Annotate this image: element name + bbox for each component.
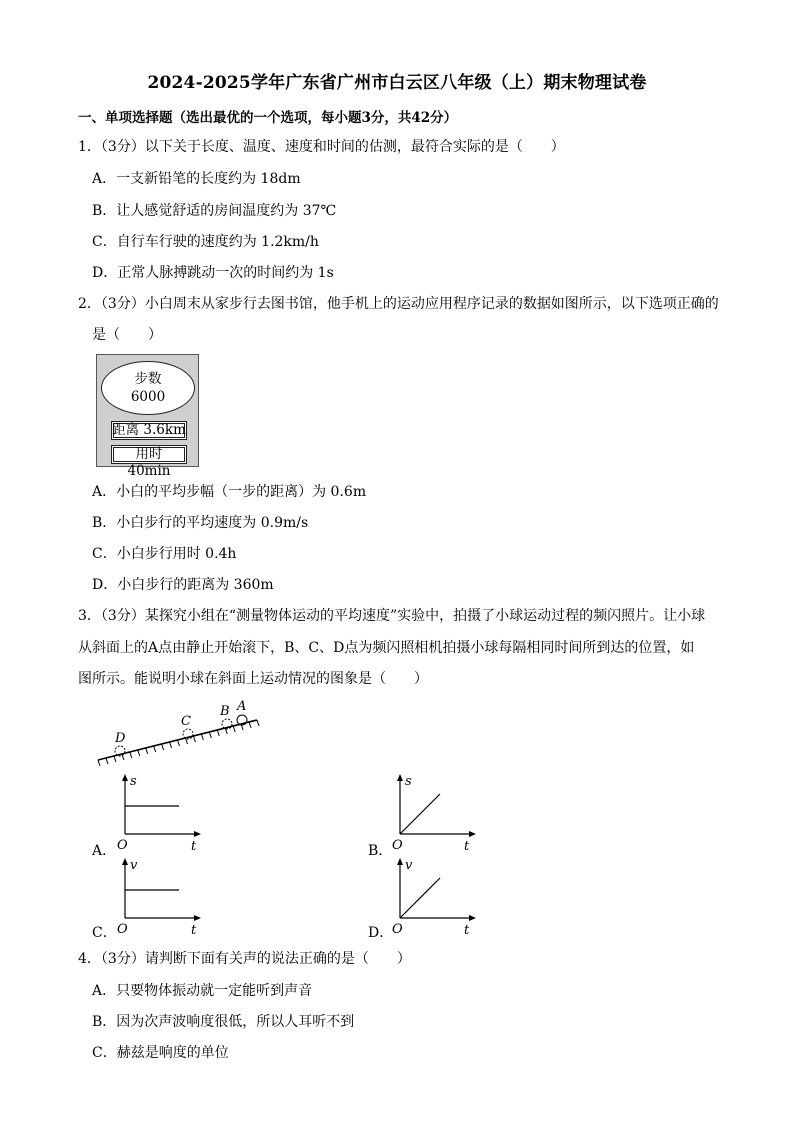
distance-box bbox=[111, 421, 187, 440]
incline-diagram bbox=[92, 696, 262, 768]
question-3-stem-line3: 图所示。能说明小球在斜面上运动情况的图象是（ ） bbox=[78, 671, 428, 687]
graph-a-yaxis-label: s bbox=[130, 774, 137, 789]
steps-value: 6000 bbox=[130, 389, 166, 405]
graph-b bbox=[390, 772, 480, 852]
graph-c-xaxis-label: t bbox=[191, 923, 197, 936]
incline-hatch bbox=[209, 732, 211, 738]
graph-d-letter: D． bbox=[368, 925, 394, 941]
question-1-option-a: A．一支新铅笔的长度约为 18dm bbox=[92, 171, 301, 187]
label-b: B bbox=[220, 704, 230, 719]
incline-hatch bbox=[130, 752, 132, 758]
question-2-stem-line2: 是（ ） bbox=[92, 327, 162, 343]
label-c: C bbox=[181, 714, 191, 729]
incline-hatch bbox=[138, 750, 140, 756]
graph-b-origin-label: O bbox=[392, 838, 403, 852]
incline-hatch bbox=[98, 760, 100, 766]
graph-c-yaxis-label: v bbox=[130, 858, 138, 873]
question-4-option-c: C．赫兹是响度的单位 bbox=[92, 1045, 229, 1061]
incline-hatch bbox=[170, 742, 172, 748]
question-3-stem-line1: 3．（3分）某探究小组在“测量物体运动的平均速度”实验中，拍摄了小球运动过程的频闪照片。让小球 bbox=[78, 608, 706, 624]
question-1-option-d: D．正常人脉搏跳动一次的时间约为 1s bbox=[92, 265, 334, 281]
graph-d bbox=[390, 856, 480, 936]
question-4-option-b: B．因为次声波响度很低，所以人耳听不到 bbox=[92, 1014, 355, 1030]
steps-oval bbox=[101, 361, 195, 415]
question-4-stem: 4．（3分）请判断下面有关声的说法正确的是（ ） bbox=[78, 951, 411, 967]
question-4-option-a: A．只要物体振动就一定能听到声音 bbox=[92, 983, 313, 999]
graph-a-origin-label: O bbox=[117, 838, 128, 852]
graph-b-xaxis-label: t bbox=[464, 839, 470, 852]
question-1-stem: 1．（3分）以下关于长度、温度、速度和时间的估测，最符合实际的是（ ） bbox=[78, 139, 565, 155]
steps-label: 步数 bbox=[134, 371, 162, 387]
time-box bbox=[111, 445, 187, 479]
fitness-app-screenshot bbox=[96, 354, 199, 479]
incline-hatch bbox=[178, 740, 180, 746]
incline-hatch bbox=[217, 730, 219, 736]
incline-hatch bbox=[106, 758, 108, 764]
incline-hatch bbox=[114, 756, 116, 762]
graph-b-letter: B． bbox=[368, 843, 393, 859]
graph-c-letter: C． bbox=[92, 925, 117, 941]
incline-hatch bbox=[162, 744, 164, 750]
incline-hatch bbox=[193, 736, 195, 742]
incline-hatch bbox=[257, 720, 259, 726]
graph-a-xaxis-label: t bbox=[191, 839, 197, 852]
question-2-option-d: D．小白步行的距离为 360m bbox=[92, 577, 274, 593]
incline-hatch bbox=[154, 746, 156, 752]
question-2-stem-line1: 2．（3分）小白周末从家步行去图书馆，他手机上的运动应用程序记录的数据如图所示，以下选项正确的 bbox=[78, 296, 719, 312]
graph-d-yaxis-label: v bbox=[405, 858, 413, 873]
time-text: 用时 40min bbox=[127, 446, 171, 479]
incline-hatch bbox=[201, 734, 203, 740]
incline-hatch bbox=[249, 722, 251, 728]
graph-d-origin-label: O bbox=[392, 922, 403, 936]
graph-b-line bbox=[400, 794, 440, 834]
section-heading: 一、单项选择题（选出最优的一个选项，每小题3分，共42分） bbox=[78, 110, 458, 126]
label-d: D bbox=[115, 731, 126, 746]
incline-hatch bbox=[233, 726, 235, 732]
question-3-stem-line2: 从斜面上的A点由静止开始滚下，B、C、D点为频闪照相机拍摄小球每隔相同时间所到达的位置，如 bbox=[78, 640, 695, 656]
graph-c bbox=[115, 856, 205, 936]
graph-d-line bbox=[400, 878, 440, 918]
question-1-option-b: B．让人感觉舒适的房间温度约为 37℃ bbox=[92, 203, 337, 219]
incline-hatch bbox=[146, 748, 148, 754]
question-2-option-a: A．小白的平均步幅（一步的距离）为 0.6m bbox=[92, 484, 367, 500]
exam-title: 2024-2025学年广东省广州市白云区八年级（上）期末物理试卷 bbox=[147, 73, 647, 93]
graph-a bbox=[115, 772, 205, 852]
question-2-option-c: C．小白步行用时 0.4h bbox=[92, 546, 237, 562]
distance-text: 距离 3.6km bbox=[112, 422, 186, 438]
graph-c-origin-label: O bbox=[117, 922, 128, 936]
question-2-option-b: B．小白步行的平均速度为 0.9m/s bbox=[92, 515, 309, 531]
graph-a-letter: A． bbox=[92, 843, 117, 859]
label-a: A bbox=[237, 699, 247, 714]
graph-b-yaxis-label: s bbox=[405, 774, 412, 789]
question-1-option-c: C．自行车行驶的速度约为 1.2km/h bbox=[92, 234, 319, 250]
graph-d-xaxis-label: t bbox=[464, 923, 470, 936]
